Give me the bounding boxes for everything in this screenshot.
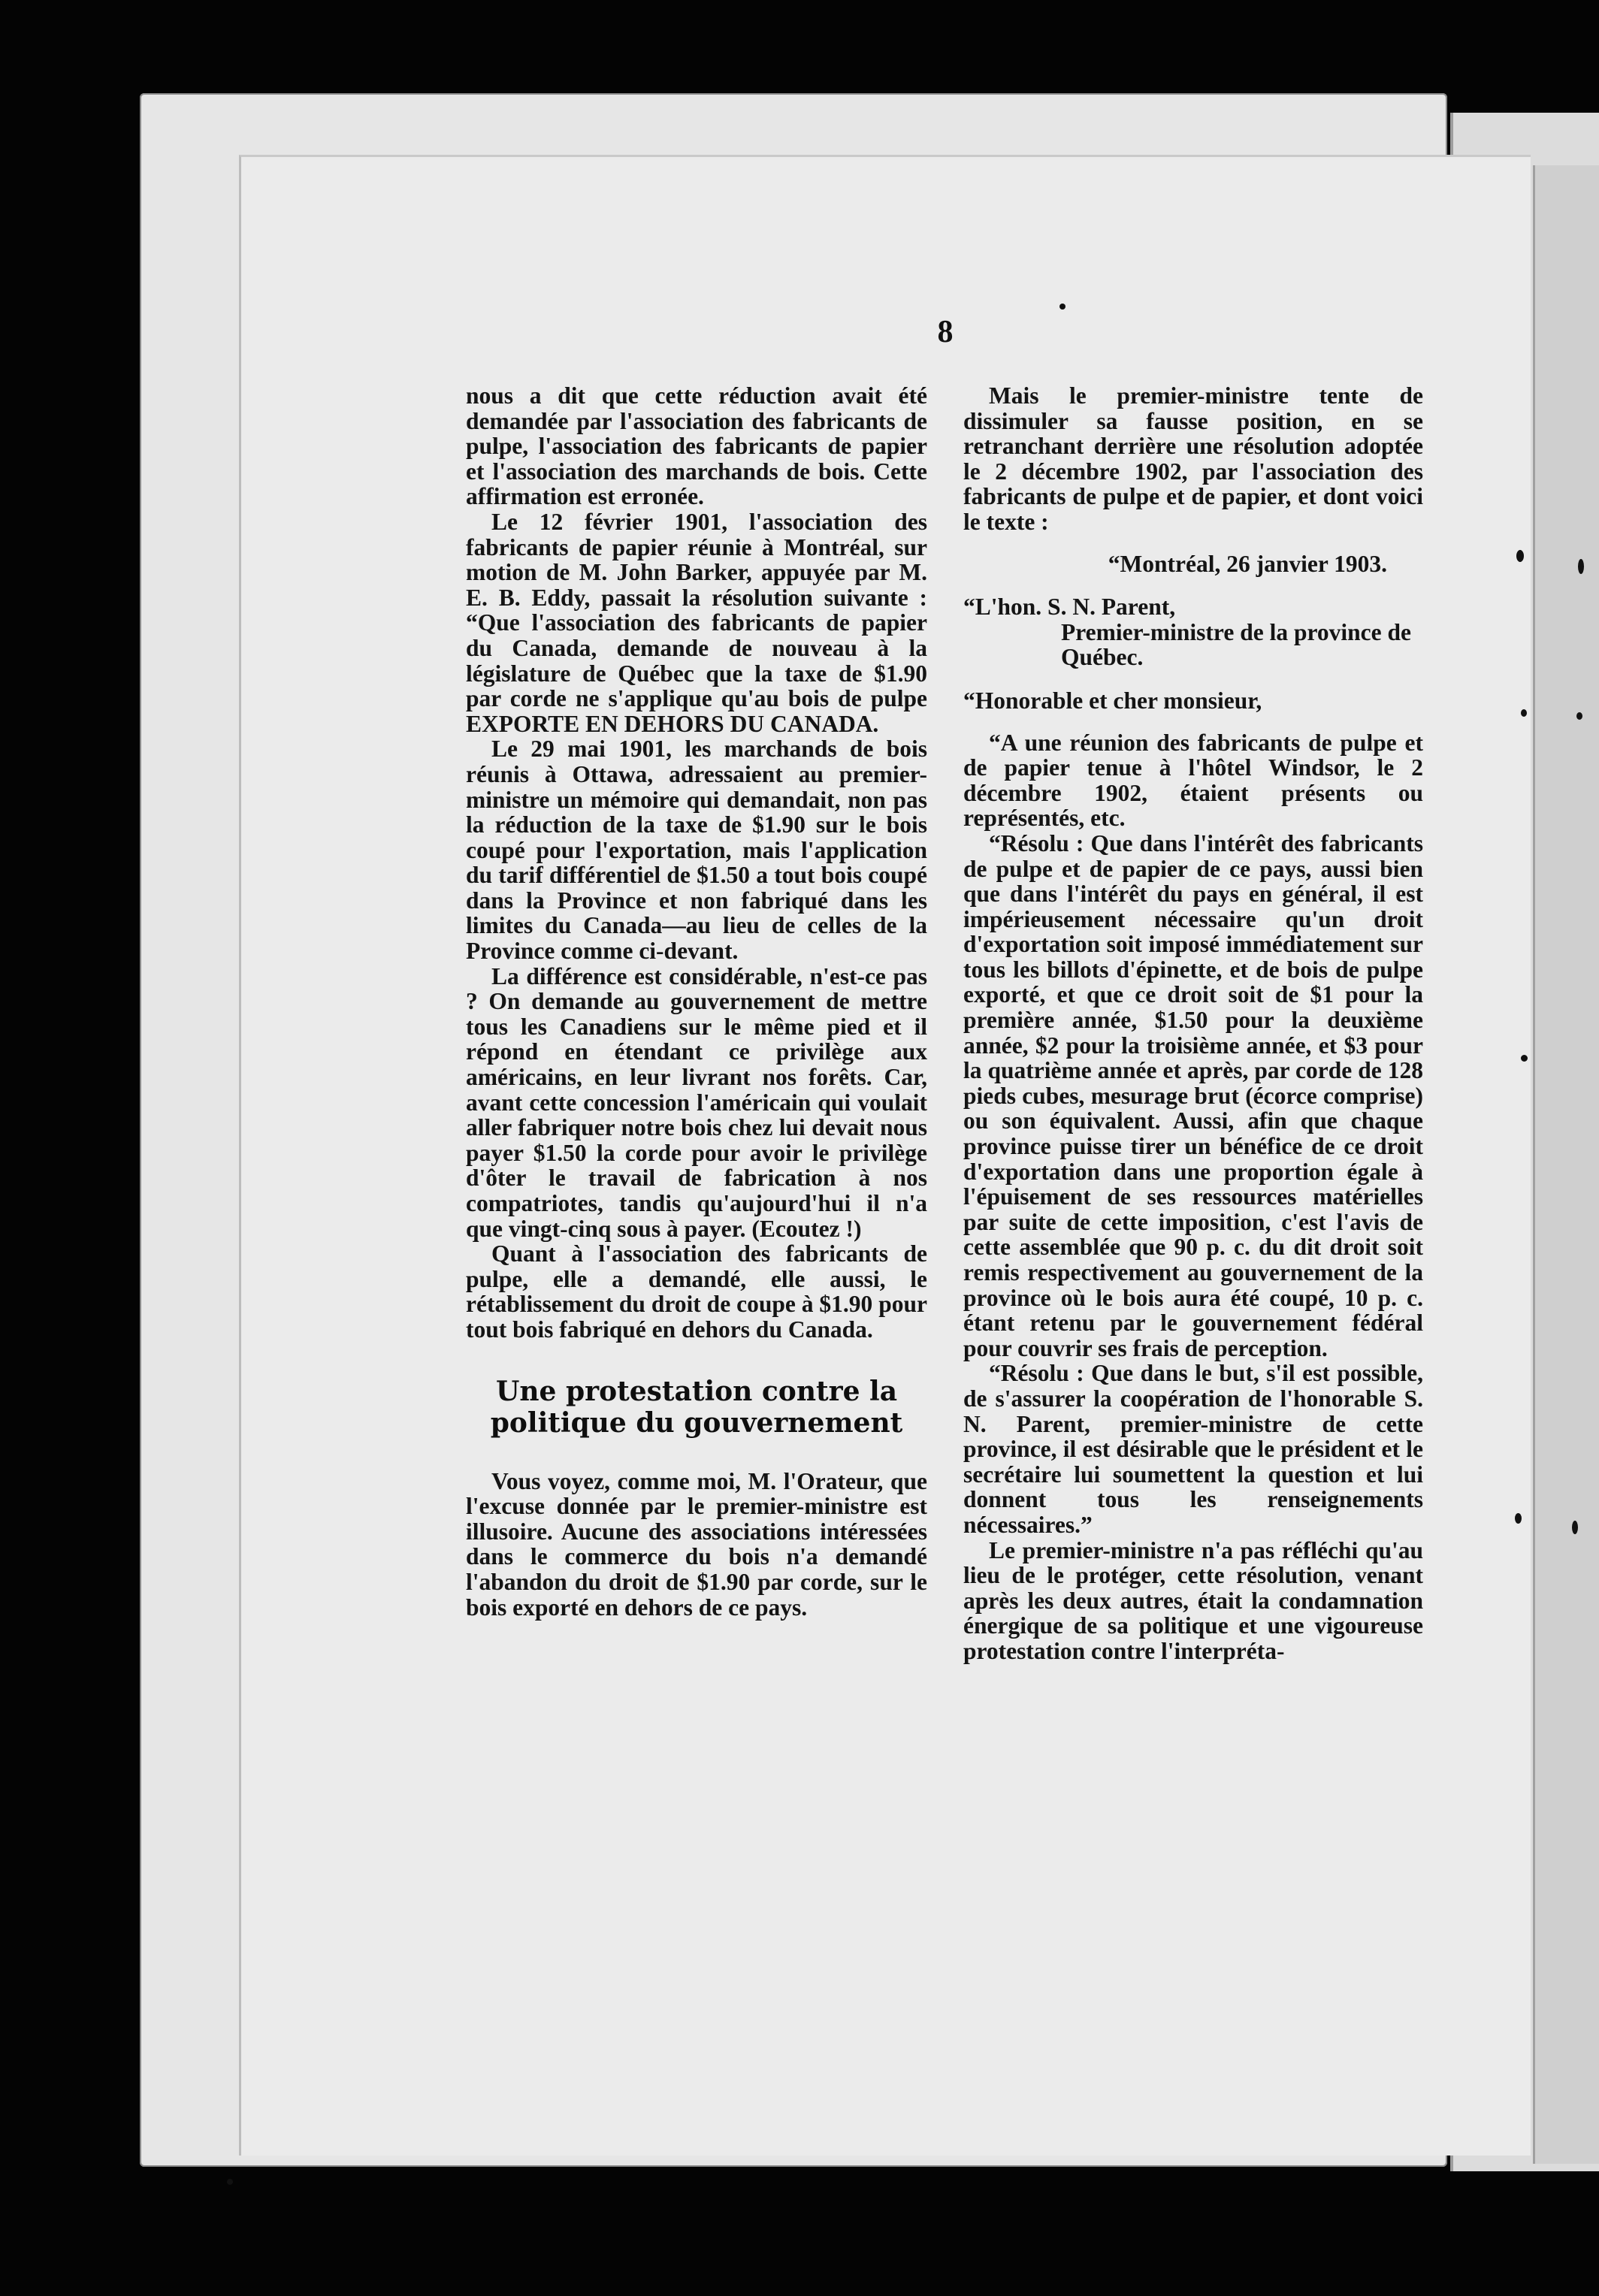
letter-date: “Montréal, 26 janvier 1903.: [1108, 550, 1387, 577]
paragraph: Le 12 février 1901, l'association des fabricants de papier réunie à Montréal, sur motion de M. John Barker, appuyée par M. E. B. Eddy, passait la résolution suivante : “Que l'association des fabricants de papier du Canada, demande de nouveau à la législature de Québec que la taxe de $1.90 par corde ne s'applique qu'au bois de pulpe EXPORTE EN DEHORS DU CANADA.: [466, 508, 927, 737]
letter-addressee: “L'hon. S. N. Parent,: [963, 594, 1176, 621]
dust-speck: [1521, 1055, 1528, 1062]
paragraph: La différence est considérable, n'est-ce pas ? On demande au gouvernement de mettre tous les Canadiens sur le même pied et il répond en étendant ce privilège aux américains, en leur livrant nos forêts. Car, avant cette concession l'américain qui voulait aller fabriquer notre bois chez lui devait nous payer $1.50 la corde pour avoir le privilège d'ôter le travail de fabrication à nos compatriotes, tandis qu'aujourd'hui il n'a que vingt-cinq sous à payer. (Ecoutez !): [466, 962, 927, 1242]
page-number: 8: [937, 315, 954, 349]
adjacent-page-edge-2: [1533, 165, 1599, 2164]
right-column: [963, 383, 1423, 1664]
paragraph: nous a dit que cette réduction avait été demandée par l'association des fabricants de pulpe, l'association des fabricants de papier et l'association des marchands de bois. Cette affirmation est erronée.: [466, 382, 927, 510]
letter-salutation: “Honorable et cher monsieur,: [963, 687, 1262, 714]
dust-speck: [1521, 709, 1527, 717]
dust-speck: [1578, 559, 1584, 574]
dust-speck: [227, 2179, 233, 2185]
letter-paragraph: “A une réunion des fabricants de pulpe et de papier tenue à l'hôtel Windsor, le 2 décembre 1902, étaient présents ou représentés, etc.: [963, 729, 1423, 832]
letter-addressee-title: Premier-ministre de la province de Québec.: [1061, 618, 1411, 671]
paragraph: Le premier-ministre n'a pas réfléchi qu'au lieu de le protéger, cette résolution, venant après les deux autres, était la condamnation énergique de sa politique et une vigoureuse protestation contre l'interpréta-: [963, 1536, 1423, 1664]
dust-speck: [1516, 550, 1524, 562]
section-heading: Une protestation contre la politique du gouvernement: [490, 1375, 903, 1439]
paragraph: Le 29 mai 1901, les marchands de bois réunis à Ottawa, adressaient au premier-ministre un mémoire qui demandait, non pas la réduction de la taxe de $1.90 sur le bois coupé pour l'exportation, mais l'application du tarif différentiel de $1.50 a tout bois coupé dans la Province et non fabriqué dans les limites du Canada—au lieu de celles de la Province comme ci-devant.: [466, 736, 927, 965]
letter-paragraph: “Résolu : Que dans le but, s'il est possible, de s'assurer la coopération de l'honorable S. N. Parent, premier-ministre de cette province, il est désirable que le président et le secrétaire lui soumettent la question et lui donnent tous les renseignements nécessaires.”: [963, 1360, 1423, 1538]
paragraph: Mais le premier-ministre tente de dissimuler sa fausse position, en se retranchant derrière une résolution adoptée le 2 décembre 1902, par l'association des fabricants de pulpe et de papier, et dont voici le texte :: [963, 382, 1423, 535]
paragraph: Quant à l'association des fabricants de pulpe, elle a demandé, elle aussi, le rétablissement du droit de coupe à $1.90 pour tout bois fabriqué en dehors du Canada.: [466, 1240, 927, 1343]
dust-speck: [1572, 1521, 1578, 1534]
dust-speck: [1515, 1513, 1522, 1524]
dust-speck: [1059, 304, 1065, 310]
letter-paragraph: “Résolu : Que dans l'intérêt des fabricants de pulpe et de papier de ce pays, aussi bien que dans l'intérêt du pays en général, il est impérieusement nécessaire qu'un droit d'exportation soit imposé immédiatement sur tous les billots d'épinette, et de bois de pulpe exporté, et que ce droit soit de $1 pour la première année, $1.50 pour la deuxième année, $2 pour la troisième année, et $3 pour la quatrième année et après, par corde de 128 pieds cubes, mesurage brut (écorce comprise) ou son équivalent. Aussi, afin que chaque province puisse tirer un bénéfice de ce droit d'exportation dans une proportion égale à l'épuisement de ses ressources matérielles par suite de cette imposition, c'est l'avis de cette assemblée que 90 p. c. du dit droit soit remis respectivement au gouvernement de la province où le bois aura été coupé, 10 p. c. étant retenu par le gouvernement fédéral pour couvrir ses frais de perception.: [963, 829, 1423, 1361]
dust-speck: [1576, 712, 1582, 720]
paragraph: Vous voyez, comme moi, M. l'Orateur, que l'excuse donnée par le premier-ministre est illusoire. Aucune des associations intéressées dans le commerce du bois n'a demandé l'abandon du droit de $1.90 par corde, sur le bois exporté en dehors de ce pays.: [466, 1467, 927, 1621]
left-column: [466, 383, 927, 1620]
